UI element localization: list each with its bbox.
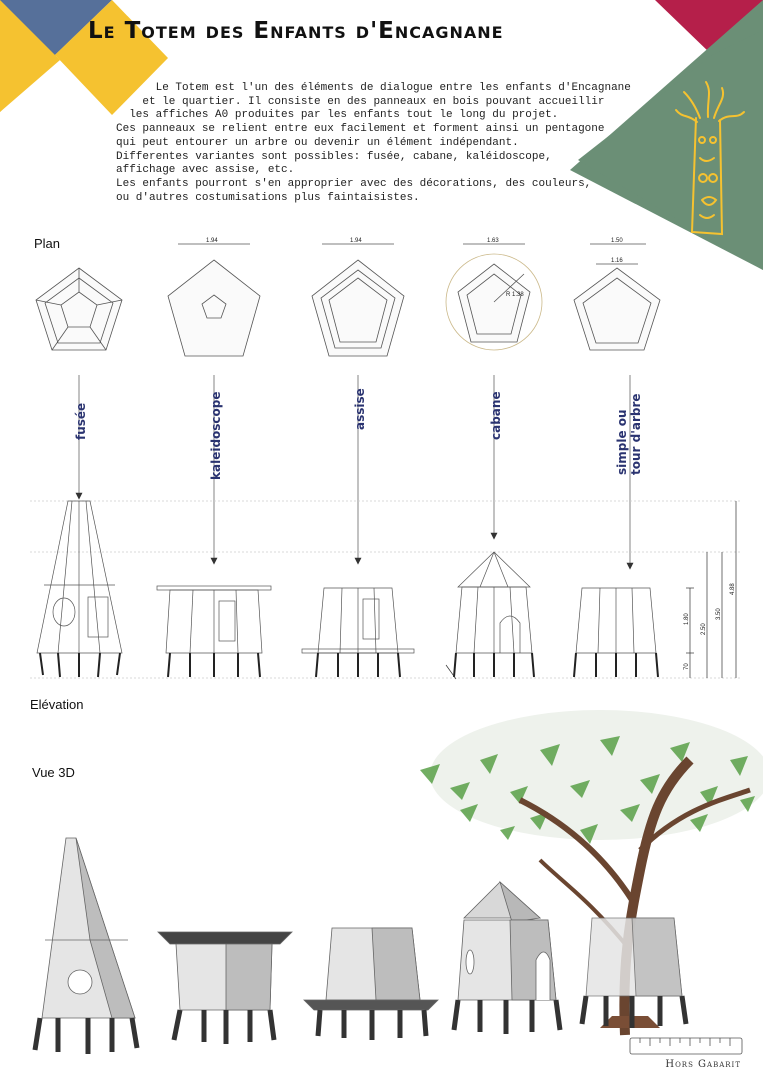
dim-elev-1: 1.80 — [684, 613, 690, 625]
label-kaleidoscope: kaleidoscope — [209, 391, 223, 480]
plan-simple — [574, 238, 660, 350]
section-vue3d: Vue 3D — [32, 765, 75, 780]
label-cabane: cabane — [489, 391, 503, 440]
view-3d — [0, 700, 763, 1080]
plan-cabane — [446, 238, 542, 350]
elev-assise — [302, 588, 414, 677]
plan-fusee — [36, 268, 122, 350]
assise-3d — [304, 928, 438, 1040]
dim-elev-4: 4.88 — [730, 583, 736, 595]
intro-text: Le Totem est l'un des éléments de dialogue entre les enfants d'Encagnane et le quartier. Il consiste en des panneaux en bois pouvant accueillir les affiches A0 produites par les enfants tout le long du projet. Ces panneaux se relient entre eux facilement et forment ainsi un pentagone qui peut entourer un arbre ou devenir un élément indépendant. Differentes variantes sont possibles: fusée, cabane, kaléidoscope, affichage avec assise, etc. Les enfants pourront s'en approprier avec des décorations, des couleurs, ou d'autres costumisations plus faintaisistes. — [116, 82, 631, 204]
label-tour-arbre: tour d'arbre — [629, 393, 643, 475]
dim-elev-3: 3.50 — [716, 608, 722, 620]
elev-kaleidoscope — [157, 586, 271, 677]
dim-cabane-radius: R 1.38 — [506, 292, 524, 298]
cabane-3d — [454, 882, 560, 1034]
elev-dimensions — [684, 501, 736, 678]
elev-cabane — [446, 552, 534, 679]
dim-kaleidoscope: 1.94 — [206, 238, 218, 244]
kaleidoscope-3d — [158, 932, 292, 1044]
plan-assise — [312, 238, 404, 356]
elev-fusee — [37, 501, 122, 677]
label-assise: assise — [353, 388, 367, 430]
dim-elev-2: 2.50 — [701, 623, 707, 635]
dim-cabane: 1.63 — [487, 238, 499, 244]
dim-elev-5: 70 — [684, 663, 690, 670]
brand-logo: Hors Gabarit — [665, 1059, 741, 1070]
dim-simple-outer: 1.50 — [611, 238, 623, 244]
label-simple: simple ou — [615, 409, 629, 475]
dim-assise: 1.94 — [350, 238, 362, 244]
elev-simple — [574, 588, 658, 677]
dim-simple-inner: 1.16 — [611, 258, 623, 264]
elevation-drawings — [0, 495, 763, 695]
simple-3d — [582, 918, 686, 1028]
ruler-icon — [630, 1038, 742, 1054]
label-fusee: fusée — [74, 402, 88, 440]
fusee-3d — [35, 838, 137, 1054]
section-plan: Plan — [34, 236, 61, 251]
plan-kaleidoscope — [168, 238, 260, 356]
page-title: Le Totem des Enfants d'Encagnane — [88, 18, 504, 44]
section-elevation: Elévation — [30, 697, 84, 712]
plan-drawings — [0, 230, 763, 380]
